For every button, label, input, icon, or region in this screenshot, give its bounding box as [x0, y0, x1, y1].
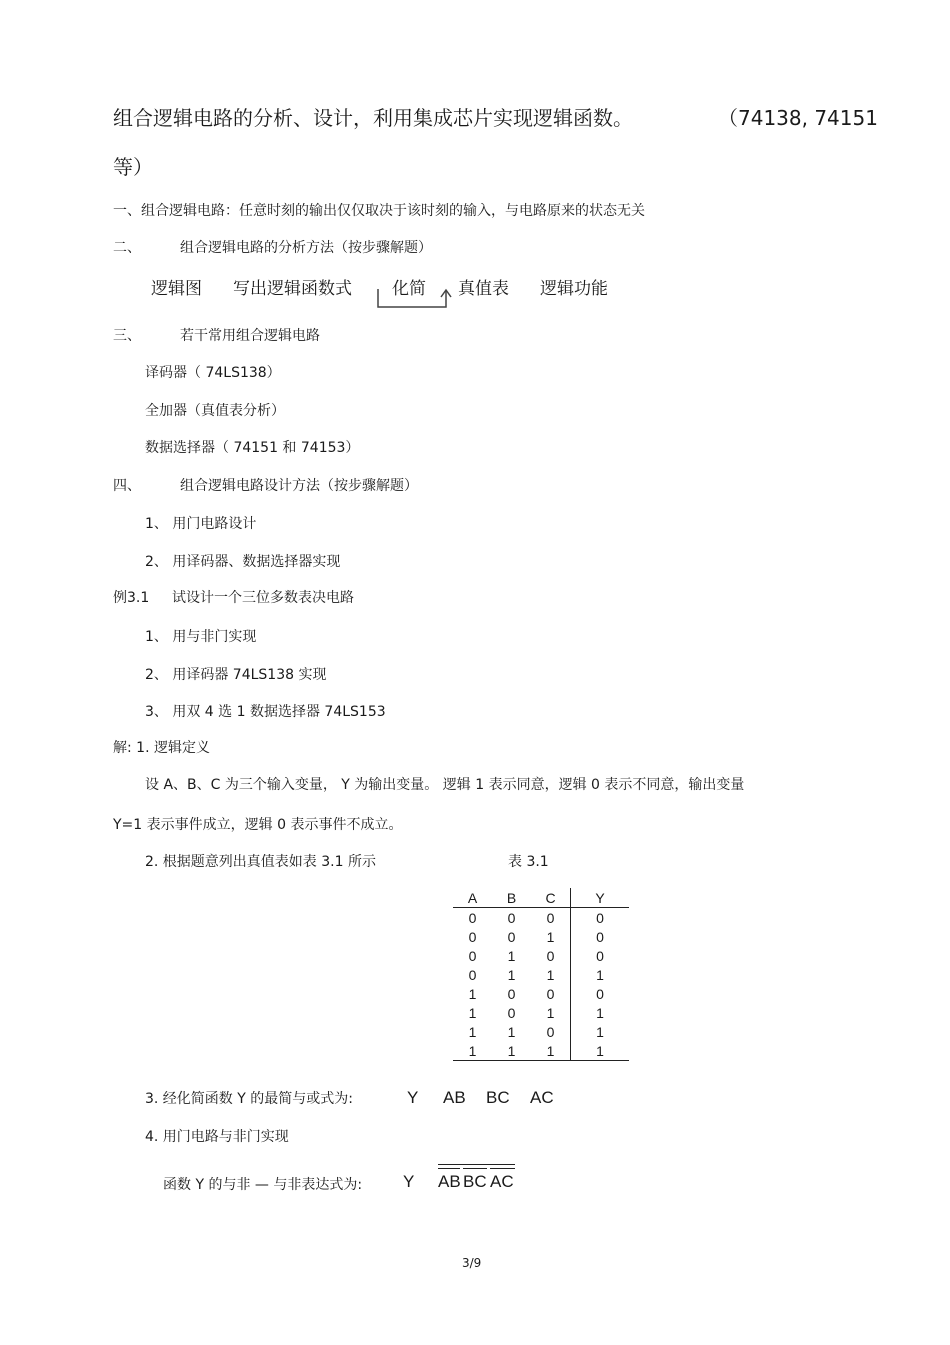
- table-row: [453, 965, 629, 984]
- expr-term-bc: BC: [486, 1088, 510, 1107]
- cell: 1: [546, 928, 555, 945]
- truth-table: [453, 888, 629, 1061]
- section-4-number: 四、: [113, 478, 141, 494]
- flow-step-1: 逻辑图: [151, 279, 202, 299]
- cell: 1: [571, 965, 630, 984]
- sec4-item-1: 1、 用门电路设计: [145, 516, 257, 532]
- section-3-heading: 若干常用组合逻辑电路: [180, 328, 320, 344]
- step-4: 4. 用门电路与非门实现: [145, 1129, 289, 1145]
- table-row: [453, 908, 629, 928]
- solution-heading: 解: 1. 逻辑定义: [113, 740, 210, 756]
- flow-bracket-arrow: [370, 283, 460, 313]
- example-item-1: 1、 用与非门实现: [145, 629, 257, 645]
- cell: 0: [546, 909, 555, 926]
- cell: 1: [468, 1023, 477, 1040]
- nand-term-ab: AB: [438, 1172, 461, 1191]
- flow-step-2: 写出逻辑函数式: [233, 279, 352, 299]
- title-chips: （74138, 74151: [718, 106, 878, 130]
- cell: 1: [571, 1022, 630, 1041]
- cell: 1: [571, 1003, 630, 1022]
- sec4-item-2: 2、 用译码器、数据选择器实现: [145, 554, 341, 570]
- example-label: 例3.1: [113, 590, 150, 606]
- cell: 0: [571, 984, 630, 1003]
- header-y: Y: [571, 888, 630, 908]
- cell: 1: [546, 966, 555, 983]
- title-continuation: 等）: [113, 155, 153, 179]
- header-c: C: [531, 888, 571, 908]
- table-row: [453, 984, 629, 1003]
- page-title: 组合逻辑电路的分析、设计，利用集成芯片实现逻辑函数。: [113, 106, 633, 130]
- header-a: A: [453, 888, 492, 908]
- cell: 0: [571, 946, 630, 965]
- cell: 0: [468, 909, 477, 926]
- overline-ac: [490, 1168, 515, 1169]
- cell: 1: [507, 947, 516, 964]
- cell: 0: [507, 928, 516, 945]
- section-3-number: 三、: [113, 328, 141, 344]
- expr-y: Y: [407, 1088, 419, 1107]
- cell: 0: [507, 985, 516, 1002]
- cell: 0: [546, 947, 555, 964]
- cell: 0: [546, 1023, 555, 1040]
- example-text: 试设计一个三位多数表决电路: [172, 590, 354, 606]
- table-row: [453, 927, 629, 946]
- cell: 0: [468, 928, 477, 945]
- cell: 0: [507, 1004, 516, 1021]
- cell: 1: [468, 1004, 477, 1021]
- sec3-item-2: 全加器（真值表分析）: [145, 403, 285, 419]
- flow-step-4: 真值表: [458, 279, 509, 299]
- page-number: 3/9: [462, 1256, 482, 1270]
- expr-term-ab: AB: [443, 1088, 466, 1107]
- header-b: B: [492, 888, 531, 908]
- table-row: [453, 1003, 629, 1022]
- overline-bc: [463, 1168, 487, 1169]
- cell: 1: [453, 1041, 492, 1061]
- cell: 1: [531, 1041, 571, 1061]
- section-4-heading: 组合逻辑电路设计方法（按步骤解题）: [180, 478, 418, 494]
- nand-term-ac: AC: [490, 1172, 514, 1191]
- cell: 1: [468, 985, 477, 1002]
- section-2-number: 二、: [113, 240, 141, 256]
- step-2: 2. 根据题意列出真值表如表 3.1 所示: [145, 854, 376, 870]
- nand-term-bc: BC: [463, 1172, 487, 1191]
- table-row: [453, 1022, 629, 1041]
- cell: 1: [546, 1004, 555, 1021]
- nand-expr-y: Y: [403, 1172, 415, 1191]
- overline-ab: [438, 1168, 460, 1169]
- truth-table-header: [453, 888, 629, 908]
- step-3: 3. 经化简函数 Y 的最简与或式为:: [145, 1091, 353, 1107]
- table-row: [453, 1041, 629, 1061]
- flow-step-3: 化简: [392, 279, 426, 299]
- table-row: [453, 946, 629, 965]
- cell: 0: [468, 947, 477, 964]
- sec3-item-1: 译码器（ 74LS138）: [145, 365, 281, 381]
- cell: 0: [507, 909, 516, 926]
- flow-step-5: 逻辑功能: [540, 279, 608, 299]
- outer-overline: [438, 1164, 515, 1165]
- cell: 0: [571, 927, 630, 946]
- cell: 0: [571, 908, 630, 928]
- example-item-3: 3、 用双 4 选 1 数据选择器 74LS153: [145, 704, 386, 720]
- nand-expression-label: 函数 Y 的与非 — 与非表达式为:: [163, 1177, 363, 1193]
- cell: 0: [468, 966, 477, 983]
- cell: 1: [507, 966, 516, 983]
- section-1: 一、组合逻辑电路：任意时刻的输出仅仅取决于该时刻的输入，与电路原来的状态无关: [113, 203, 645, 219]
- cell: 1: [571, 1041, 630, 1061]
- cell: 1: [492, 1041, 531, 1061]
- sec3-item-3: 数据选择器（ 74151 和 74153）: [145, 440, 360, 456]
- example-item-2: 2、 用译码器 74LS138 实现: [145, 667, 327, 683]
- cell: 1: [507, 1023, 516, 1040]
- expr-term-ac: AC: [530, 1088, 554, 1107]
- table-caption: 表 3.1: [508, 854, 549, 870]
- cell: 0: [546, 985, 555, 1002]
- solution-paragraph-1: 设 A、B、C 为三个输入变量， Y 为输出变量。 逻辑 1 表示同意，逻辑 0 表示不同意，输出变量: [145, 777, 745, 793]
- solution-paragraph-2: Y=1 表示事件成立，逻辑 0 表示事件不成立。: [113, 817, 403, 833]
- section-2-heading: 组合逻辑电路的分析方法（按步骤解题）: [180, 240, 432, 256]
